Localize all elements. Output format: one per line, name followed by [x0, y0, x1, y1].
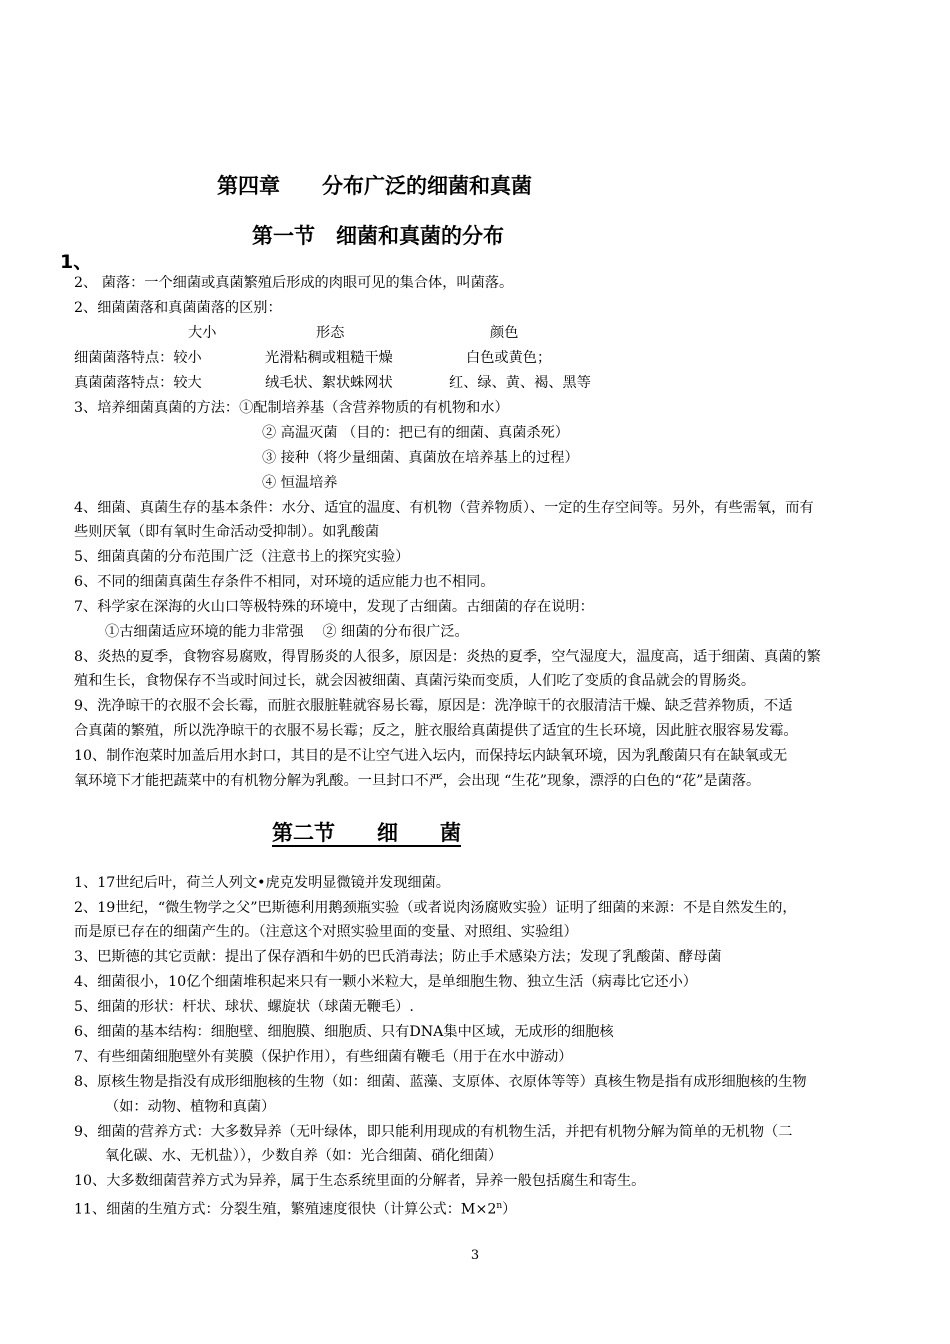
- section2-title-text: 第二节 细 菌: [272, 821, 461, 845]
- text-line: 红、绿、黄、褐、黑等: [449, 375, 591, 391]
- text-line: 真菌菌落特点：较大: [74, 375, 202, 391]
- text-line: 10、制作泡菜时加盖后用水封口，其目的是不让空气进入坛内，而保持坛内缺氧环境，因为乳酸菌只有在缺氧或无: [74, 748, 788, 764]
- text-line: 光滑粘稠或粗糙干燥: [265, 350, 393, 366]
- text-line: 9、细菌的营养方式：大多数异养（无叶绿体，即只能利用现成的有机物生活，并把有机物分解为简单的无机物（二: [74, 1124, 793, 1140]
- text-line: 绒毛状、絮状蛛网状: [265, 375, 393, 391]
- text-line: 7、有些细菌细胞壁外有荚膜（保护作用），有些细菌有鞭毛（用于在水中游动）: [74, 1049, 573, 1065]
- text-line: 10、大多数细菌营养方式为异养，属于生态系统里面的分解者，异养一般包括腐生和寄生。: [74, 1173, 646, 1189]
- chapter-title: 第四章 分布广泛的细菌和真菌: [217, 174, 532, 198]
- section2-title: [0, 817, 950, 847]
- text-line: 殖和生长，食物保存不当或时间过长，就会因被细菌、真菌污染而变质，人们吃了变质的食品就会的胃肠炎。: [74, 673, 756, 689]
- text-line: ② 高温灭菌 （目的：把已有的细菌、真菌杀死）: [262, 425, 569, 441]
- text-line: 11、细菌的生殖方式：分裂生殖，繁殖速度很快（计算公式：$M\times 2^n$）: [74, 1201, 517, 1218]
- text-line: 氧化碳、水、无机盐）），少数自养（如：光合细菌、硝化细菌）: [105, 1148, 503, 1164]
- text-line: 而是原已存在的细菌产生的。（注意这个对照实验里面的变量、对照组、实验组）: [74, 924, 578, 940]
- text-line: ③ 接种（将少量细菌、真菌放在培养基上的过程）: [262, 450, 579, 466]
- formula-exponent: n: [496, 1201, 503, 1211]
- text-line: 形态: [316, 325, 345, 341]
- text-line: 颜色: [490, 325, 519, 341]
- text-line: 2、19世纪，“微生物学之父”巴斯德利用鹅颈瓶实验（或者说肉汤腐败实验）证明了细菌的来源：不是自然发生的，: [74, 900, 797, 916]
- text-line: 1、17世纪后叶，荷兰人列文•虎克发明显微镜并发现细菌。: [74, 875, 450, 891]
- page-number: 3: [470, 1248, 480, 1263]
- text-line: 5、细菌真菌的分布范围广泛（注意书上的探究实验）: [74, 549, 410, 565]
- text-line: 合真菌的繁殖，所以洗净晾干的衣服不易长霉；反之，脏衣服给真菌提供了适宜的生长环境，因此脏衣服容易发霉。: [74, 723, 798, 739]
- text-line: 8、原核生物是指没有成形细胞核的生物（如：细菌、蓝藻、支原体、衣原体等等）真核生物是指有成形细胞核的生物: [74, 1074, 807, 1090]
- text-line: 2、 菌落：一个细菌或真菌繁殖后形成的肉眼可见的集合体，叫菌落。: [74, 275, 514, 291]
- text-line: 3、培养细菌真菌的方法：①配制培养基（含营养物质的有机物和水）: [74, 400, 509, 416]
- text-line: ④ 恒温培养: [262, 475, 338, 491]
- text-line: （如：动物、植物和真菌）: [105, 1099, 276, 1115]
- text-line: 4、细菌很小，10亿个细菌堆积起来只有一颗小米粒大，是单细胞生物、独立生活（病毒比它还小）: [74, 974, 697, 990]
- text-line: 6、细菌的基本结构：细胞壁、细胞膜、细胞质、只有DNA集中区域，无成形的细胞核: [74, 1024, 614, 1040]
- text-line: 些则厌氧（即有氧时生命活动受抑制）。如乳酸菌: [74, 524, 380, 540]
- text-line: 8、炎热的夏季，食物容易腐败，得胃肠炎的人很多，原因是：炎热的夏季，空气湿度大，温度高，适于细菌、真菌的繁: [74, 649, 821, 665]
- text-line: 白色或黄色；: [466, 350, 552, 366]
- formula-close: ）: [502, 1201, 517, 1218]
- text-line: 5、细菌的形状：杆状、球状、螺旋状（球菌无鞭毛）.: [74, 999, 414, 1015]
- text-line: 大小: [188, 325, 217, 341]
- text-line: 2、细菌菌落和真菌菌落的区别：: [74, 300, 282, 316]
- text-line: 3、巴斯德的其它贡献：提出了保存酒和牛奶的巴氏消毒法；防止手术感染方法；发现了乳酸菌、酵母菌: [74, 949, 722, 965]
- text-line: 细菌菌落特点：较小: [74, 350, 202, 366]
- section1-marker: 1、: [60, 251, 93, 273]
- text-line: 9、洗净晾干的衣服不会长霉，而脏衣服脏鞋就容易长霉，原因是：洗净晾干的衣服清洁干燥、缺乏营养物质，不适: [74, 698, 793, 714]
- text-line: 6、不同的细菌真菌生存条件不相同，对环境的适应能力也不相同。: [74, 574, 495, 590]
- text-line: 4、细菌、真菌生存的基本条件：水分、适宜的温度、有机物（营养物质）、一定的生存空间等。另外，有些需氧，而有: [74, 500, 814, 516]
- section1-title: 第一节 细菌和真菌的分布: [252, 224, 504, 248]
- text-line: 7、科学家在深海的火山口等极特殊的环境中，发现了古细菌。古细菌的存在说明：: [74, 599, 594, 615]
- text-line: 氧环境下才能把蔬菜中的有机物分解为乳酸。一旦封口不严，会出现 “生花”现象，漂浮的白色的“花”是菌落。: [74, 773, 761, 789]
- text-line: ①古细菌适应环境的能力非常强 ② 细菌的分布很广泛。: [105, 624, 469, 640]
